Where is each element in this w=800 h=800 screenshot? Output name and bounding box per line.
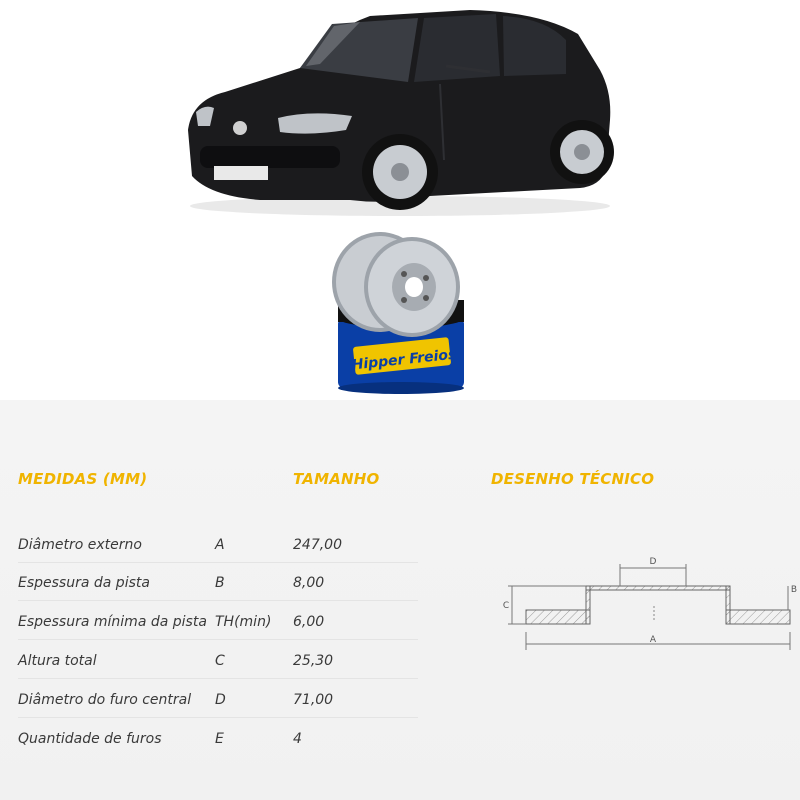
measures-header: MEDIDAS (MM) [18,470,148,488]
car-illustration [188,10,614,216]
dim-label-c: C [502,601,510,611]
spec-label: Diâmetro externo [18,537,142,553]
spec-value: 8,00 [293,575,325,591]
spec-code: A [215,537,225,553]
row-divider [18,600,418,601]
spec-label: Diâmetro do furo central [18,692,192,708]
spec-value: 4 [293,731,302,747]
dim-label-d: D [649,557,657,567]
spec-label: Espessura da pista [18,575,150,591]
spec-label: Altura total [18,653,97,669]
brand-label: Hipper Freios [350,346,458,374]
spec-label: Quantidade de furos [18,731,162,747]
size-header: TAMANHO [293,470,380,488]
spec-code: TH(min) [215,614,272,630]
spec-value: 25,30 [293,653,334,669]
spec-value: 247,00 [293,537,342,553]
spec-code: C [215,653,225,669]
spec-code: E [215,731,224,747]
row-divider [18,717,418,718]
spec-code: B [215,575,225,591]
technical-drawing [490,520,800,670]
spec-row [0,731,480,761]
row-divider [18,678,418,679]
spec-label: Espessura mínima da pista [18,614,207,630]
dim-label-a: A [649,635,657,645]
drawing-header: DESENHO TÉCNICO [491,470,655,488]
spec-value: 6,00 [293,614,325,630]
dim-label-b: B [790,585,798,595]
spec-value: 71,00 [293,692,334,708]
spec-code: D [215,692,226,708]
row-divider [18,562,418,563]
row-divider [18,639,418,640]
disc-cross-section [526,586,790,624]
